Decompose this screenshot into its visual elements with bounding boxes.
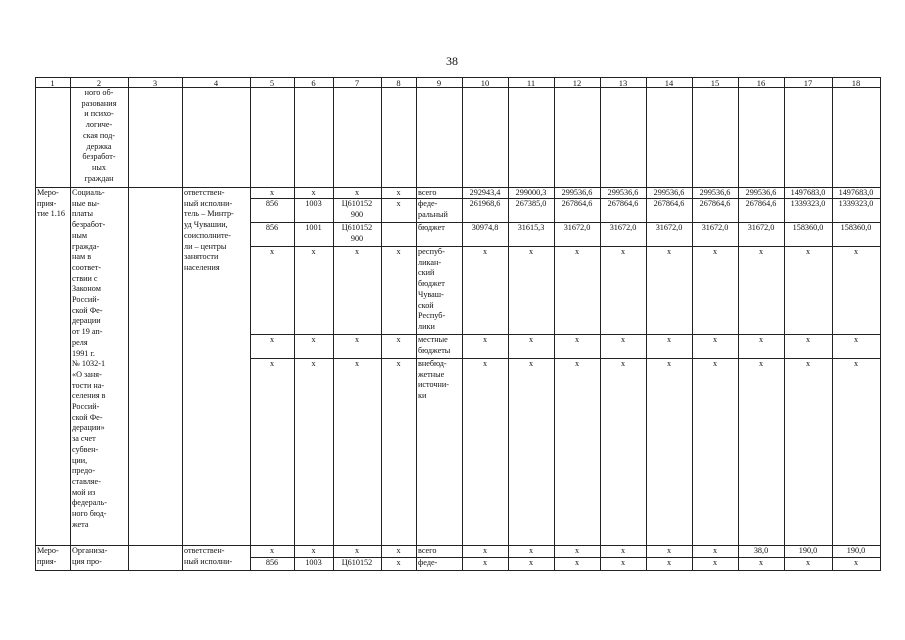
activity-1-16-description: № 1032-1 [72,359,106,369]
code-cell: 1003 [305,558,322,567]
activity-1-16-description: федераль- [72,498,107,508]
activity-1-16-executor: ный исполни- [184,198,233,208]
amount-cell: 267864,6 [653,199,685,208]
amount-cell: x [666,247,672,256]
activity-1-16-description: реля [72,337,88,347]
column-rule [294,77,295,571]
amount-cell: 158360,0 [792,223,824,232]
code-cell: 856 [265,223,279,232]
continuation-text: и психо- [84,109,114,119]
code-cell: 900 [350,233,364,243]
amount-cell: 31672,0 [609,223,637,232]
amount-cell: x [528,359,534,368]
activity-1-16-description: соответ- [72,262,102,272]
activity-1-16-label: Меро- [37,188,59,197]
amount-cell: x [758,359,764,368]
amount-cell: x [482,359,488,368]
amount-cell: x [758,558,764,567]
continuation-text: граждан [84,173,114,183]
amount-cell: 1339323,0 [838,199,874,208]
column-rule [35,77,36,571]
amount-cell: 267864,6 [745,199,777,208]
amount-cell: 1339323,0 [790,199,826,208]
amount-cell: x [528,247,534,256]
code-cell: x [311,335,316,344]
amount-cell: x [528,558,534,567]
code-cell: x [396,188,401,197]
code-cell: 856 [265,199,279,208]
code-cell: x [354,335,360,344]
activity-next-description: ция про- [72,556,102,566]
code-cell: x [396,558,401,567]
activity-1-16-description: ствии с [72,273,98,283]
amount-cell: x [620,335,626,344]
activity-1-16-description: Социаль- [72,188,105,197]
continuation-text: ного об- [84,88,114,97]
amount-cell: x [758,247,764,256]
amount-cell: 267864,6 [699,199,731,208]
code-cell: x [311,188,316,197]
activity-1-16-description: дерации» [72,423,105,433]
source-label: феде- [418,199,438,208]
amount-cell: x [482,335,488,344]
column-header: 15 [710,78,720,88]
code-cell: x [311,247,316,256]
column-header: 12 [572,78,582,88]
amount-cell: 267864,6 [561,199,593,208]
amount-cell: x [620,558,626,567]
continuation-text: разования [81,98,117,108]
amount-cell: 299536,6 [561,188,593,197]
column-rule [70,77,71,571]
amount-cell: x [666,359,672,368]
source-label: бюджет [418,223,445,232]
continuation-text: ская под- [82,130,116,140]
amount-cell: 31672,0 [701,223,729,232]
amount-cell: x [712,359,718,368]
amount-cell: x [574,558,580,567]
activity-1-16-executor: ответствен- [184,188,225,197]
amount-cell: x [712,546,718,555]
column-header: 5 [269,78,275,88]
column-rule [333,77,334,571]
activity-1-16-description: «О заня- [72,369,102,379]
code-cell: x [354,359,360,368]
amount-cell: x [805,335,811,344]
column-header: 16 [756,78,766,88]
activity-1-16-label: тие 1.16 [37,209,65,219]
code-cell: x [354,188,360,197]
column-rule [600,77,601,571]
amount-cell: 31615,3 [517,223,545,232]
activity-next-label: прия- [37,556,57,566]
column-header: 3 [152,78,158,88]
source-label: бюджеты [418,345,451,355]
amount-cell: x [666,558,672,567]
amount-cell: x [528,546,534,555]
activity-1-16-description: субвен- [72,444,99,454]
amount-cell: x [805,359,811,368]
amount-cell: 38,0 [753,546,769,555]
code-cell: 1003 [305,199,322,208]
activity-1-16-description: ской Фе- [72,305,103,315]
column-rule [381,77,382,571]
amount-cell: x [853,247,859,256]
activity-1-16-description: Законом [72,284,101,294]
amount-cell: 299536,6 [745,188,777,197]
activity-1-16-description: дерации [72,316,101,326]
code-cell: Ц610152 [341,558,373,567]
amount-cell: x [758,335,764,344]
amount-cell: 299000,3 [515,188,547,197]
activity-1-16-description: тости на- [72,380,105,390]
activity-1-16-description: предо- [72,466,95,476]
source-label: ский [418,268,435,278]
activity-1-16-description: ской Фе- [72,412,103,422]
column-header: 1 [50,78,55,88]
activity-1-16-description: за счет [72,434,96,444]
column-header: 7 [354,78,360,88]
activity-1-16-description: селения в [72,391,106,401]
column-rule [250,77,251,571]
code-cell: 1001 [305,223,322,232]
source-label: феде- [418,558,438,567]
column-header: 4 [213,78,219,88]
column-rule [832,77,833,571]
column-rule [182,77,183,571]
amount-cell: 1497683,0 [838,188,874,197]
amount-cell: x [666,546,672,555]
column-header: 2 [96,78,102,88]
source-label: жетные [418,369,445,379]
column-rule [880,77,881,571]
amount-cell: x [620,546,626,555]
activity-1-16-description: ставляе- [72,476,101,486]
activity-1-16-description: от 19 ап- [72,327,103,337]
amount-cell: 1497683,0 [790,188,826,197]
activity-1-16-description: ные вы- [72,198,100,208]
source-label: Чуваш- [418,289,444,299]
code-cell: x [396,335,401,344]
code-cell: Ц610152 [341,199,373,208]
code-cell: x [396,247,401,256]
code-cell: x [269,247,275,256]
page-number: 38 [446,54,458,68]
source-label: внебюд- [418,359,447,368]
activity-1-16-description: мой из [72,487,96,497]
source-label: лики [418,321,435,331]
code-cell: x [396,359,401,368]
activity-1-16-executor: занятости [184,252,219,262]
column-header: 10 [480,78,490,88]
code-cell: Ц610152 [341,223,373,232]
amount-cell: 299536,6 [699,188,731,197]
amount-cell: 31672,0 [563,223,591,232]
activity-1-16-executor: уд Чувашии, [184,220,228,230]
column-rule [508,77,509,571]
amount-cell: 190,0 [846,546,866,555]
column-header: 13 [618,78,628,88]
amount-cell: x [620,247,626,256]
amount-cell: x [528,335,534,344]
source-label: ликан- [418,257,442,267]
amount-cell: x [712,558,718,567]
column-header: 6 [311,78,316,88]
amount-cell: x [712,247,718,256]
amount-cell: 158360,0 [840,223,872,232]
amount-cell: 31672,0 [747,223,775,232]
amount-cell: x [574,335,580,344]
column-header: 17 [803,78,813,88]
amount-cell: 292943,4 [469,188,501,197]
amount-cell: x [620,359,626,368]
activity-1-16-description: платы [72,209,93,219]
code-cell: x [311,359,316,368]
code-cell: x [396,199,401,208]
activity-1-16-description: гражда- [72,241,100,251]
amount-cell: x [853,558,859,567]
code-cell: x [269,188,275,197]
activity-next-label: Меро- [37,546,59,555]
amount-cell: 31672,0 [655,223,683,232]
continuation-text: логиче- [85,120,113,130]
activity-1-16-description: ным [72,230,88,240]
activity-1-16-description: ции, [72,455,88,465]
activity-1-16-executor: тель – Минтр- [184,209,234,219]
code-cell: x [354,247,360,256]
column-rule [554,77,555,571]
continuation-text: ных [92,162,106,172]
code-cell: x [269,335,275,344]
activity-1-16-description: нам в [72,252,92,262]
source-label: местные [418,335,448,344]
column-rule [462,77,463,571]
amount-cell: 261968,6 [469,199,501,208]
source-label: всего [418,546,437,555]
column-header: 14 [664,78,674,88]
column-rule [416,77,417,571]
amount-cell: x [853,359,859,368]
activity-1-16-description: Россий- [72,295,100,304]
amount-cell: 267385,0 [515,199,547,208]
column-rule [128,77,129,571]
amount-cell: 267864,6 [607,199,639,208]
source-label: ской [418,300,434,310]
amount-cell: x [853,335,859,344]
activity-1-16-description: безработ- [72,220,106,230]
column-header: 8 [396,78,401,88]
amount-cell: x [482,558,488,567]
continuation-text: держка [86,141,112,151]
source-label: ки [418,391,427,401]
activity-1-16-description: 1991 г. [72,348,95,358]
activity-1-16-executor: населения [184,262,220,272]
column-rule [784,77,785,571]
activity-1-16-label: прия- [37,198,57,208]
continuation-text: безработ- [82,152,116,162]
amount-cell: x [482,546,488,555]
code-cell: x [396,546,401,555]
code-cell: x [269,359,275,368]
column-rule [738,77,739,571]
amount-cell: x [574,546,580,555]
code-cell: x [311,546,316,555]
activity-1-16-executor: ли – центры [184,241,227,251]
column-rule [646,77,647,571]
activity-1-16-description: жета [72,519,89,529]
amount-cell: 30974,8 [471,223,499,232]
amount-cell: 190,0 [798,546,818,555]
column-header: 11 [526,78,536,88]
amount-cell: x [574,359,580,368]
amount-cell: 299536,6 [653,188,685,197]
source-label: всего [418,188,437,197]
table-bottom-rule [35,570,880,571]
column-rule [692,77,693,571]
source-label: бюджет [418,279,445,289]
amount-cell: 299536,6 [607,188,639,197]
code-cell: 856 [265,558,279,567]
activity-next-executor: ный исполни- [184,556,233,566]
source-label: ральный [418,209,448,219]
code-cell: x [354,546,360,555]
activity-next-executor: ответствен- [184,546,225,555]
source-label: респуб- [418,247,445,256]
column-header: 18 [851,78,861,88]
activity-next-description: Организа- [72,546,108,555]
activity-1-16-description: Россий- [72,402,100,411]
activity-1-16-executor: соисполните- [184,230,231,240]
amount-cell: x [574,247,580,256]
amount-cell: x [805,247,811,256]
amount-cell: x [805,558,811,567]
amount-cell: x [482,247,488,256]
source-label: Респуб- [418,311,446,321]
activity-1-16-description: ного бюд- [72,509,107,518]
column-header: 9 [436,78,442,88]
amount-cell: x [712,335,718,344]
code-cell: x [269,546,275,555]
amount-cell: x [666,335,672,344]
code-cell: 900 [350,209,364,219]
source-label: источни- [418,380,449,390]
